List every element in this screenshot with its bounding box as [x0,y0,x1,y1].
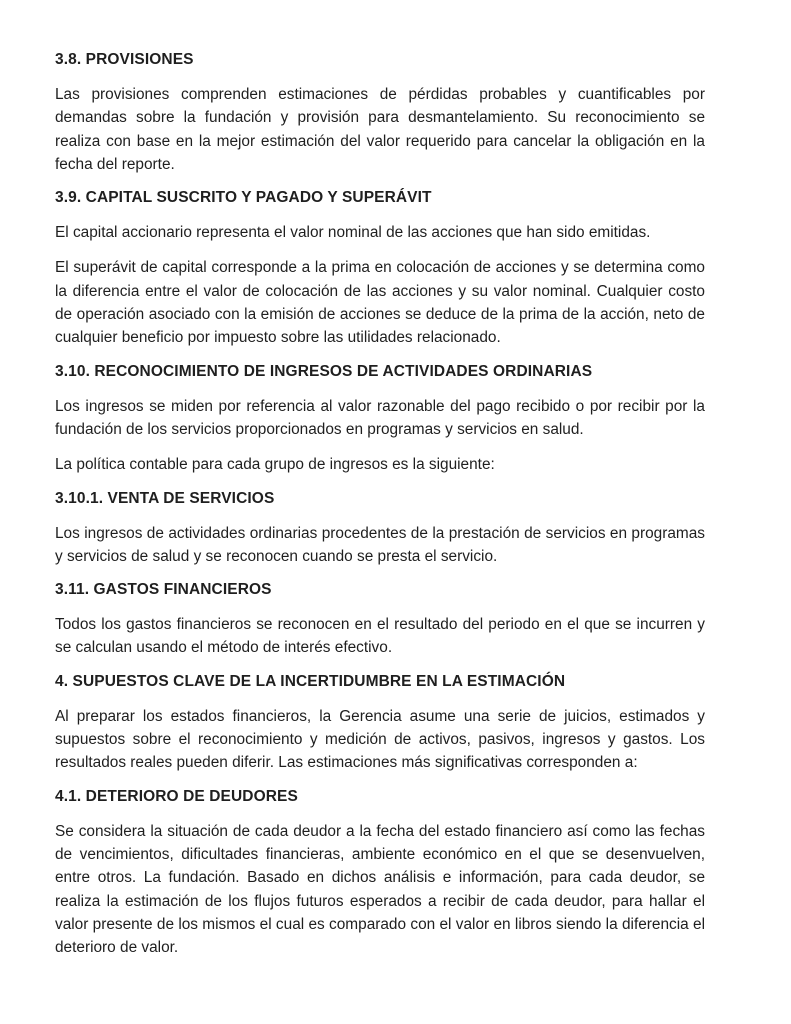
section-heading-deterioro-deudores: 4.1. DETERIORO DE DEUDORES [55,787,298,805]
section-heading-provisiones: 3.8. PROVISIONES [55,51,194,68]
paragraph-provisiones: Las provisiones comprenden estimaciones de pérdidas probables y cuantificables por demandas sobre la fundación y provisión para desmantelamiento. Su reconocimiento se realiza con base en la mejor estimación del valor requerido para cancelar la obligación en la fecha del reporte. [55,86,705,173]
section-heading-ingresos: 3.10. RECONOCIMIENTO DE INGRESOS DE ACTIVIDADES ORDINARIAS [55,362,593,380]
paragraph-superavit: El superávit de capital corresponde a la prima en colocación de acciones y se determina como la diferencia entre el valor de colocación de las acciones y su valor nominal. Cualquier costo de operación asociado con la emisión de acciones se deduce de la prima de la acción, neto de cualquier beneficio por impuesto sobre las utilidades relacionado. [55,259,705,347]
section-heading-capital: 3.9. CAPITAL SUSCRITO Y PAGADO Y SUPERÁVIT [55,189,432,207]
paragraph-politica-contable: La política contable para cada grupo de ingresos es la siguiente: [55,456,495,474]
section-heading-gastos-financieros: 3.11. GASTOS FINANCIEROS [55,581,272,599]
section-heading-venta-servicios: 3.10.1. VENTA DE SERVICIOS [55,489,275,507]
paragraph-deterioro-deudores: Se considera la situación de cada deudor a la fecha del estado financiero así como las fechas de vencimientos, dificultades financieras, ambiente económico en el que se desenvuelven, entre otros. La fundación. Basado en dichos análisis e información, para cada deudor, se realiza la estimación de los flujos futuros esperados a recibir de cada deudor, para hallar el valor presente de los mismos el cual es comparado con el valor en libros siendo la diferencia el deterioro de valor. [55,822,705,957]
paragraph-venta-servicios: Los ingresos de actividades ordinarias procedentes de la prestación de servicios en programas y servicios de salud y se reconocen cuando se presta el servicio. [55,524,705,565]
paragraph-supuestos-clave: Al preparar los estados financieros, la Gerencia asume una serie de juicios, estimados y supuestos sobre el reconocimiento y medición de activos, pasivos, ingresos y gastos. Los resultados reales pueden diferir. Las estimaciones más significativas corresponden a: [55,707,705,772]
paragraph-ingresos-medicion: Los ingresos se miden por referencia al valor razonable del pago recibido o por recibir por la fundación de los servicios proporcionados en programas y servicios en salud. [55,397,705,438]
section-heading-supuestos-clave: 4. SUPUESTOS CLAVE DE LA INCERTIDUMBRE EN LA ESTIMACIÓN [55,672,566,690]
paragraph-gastos-financieros: Todos los gastos financieros se reconocen en el resultado del periodo en el que se incurren y se calculan usando el método de interés efectivo. [55,616,705,657]
document-page [55,50,705,959]
paragraph-capital-accionario: El capital accionario representa el valor nominal de las acciones que han sido emitidas. [55,224,651,242]
